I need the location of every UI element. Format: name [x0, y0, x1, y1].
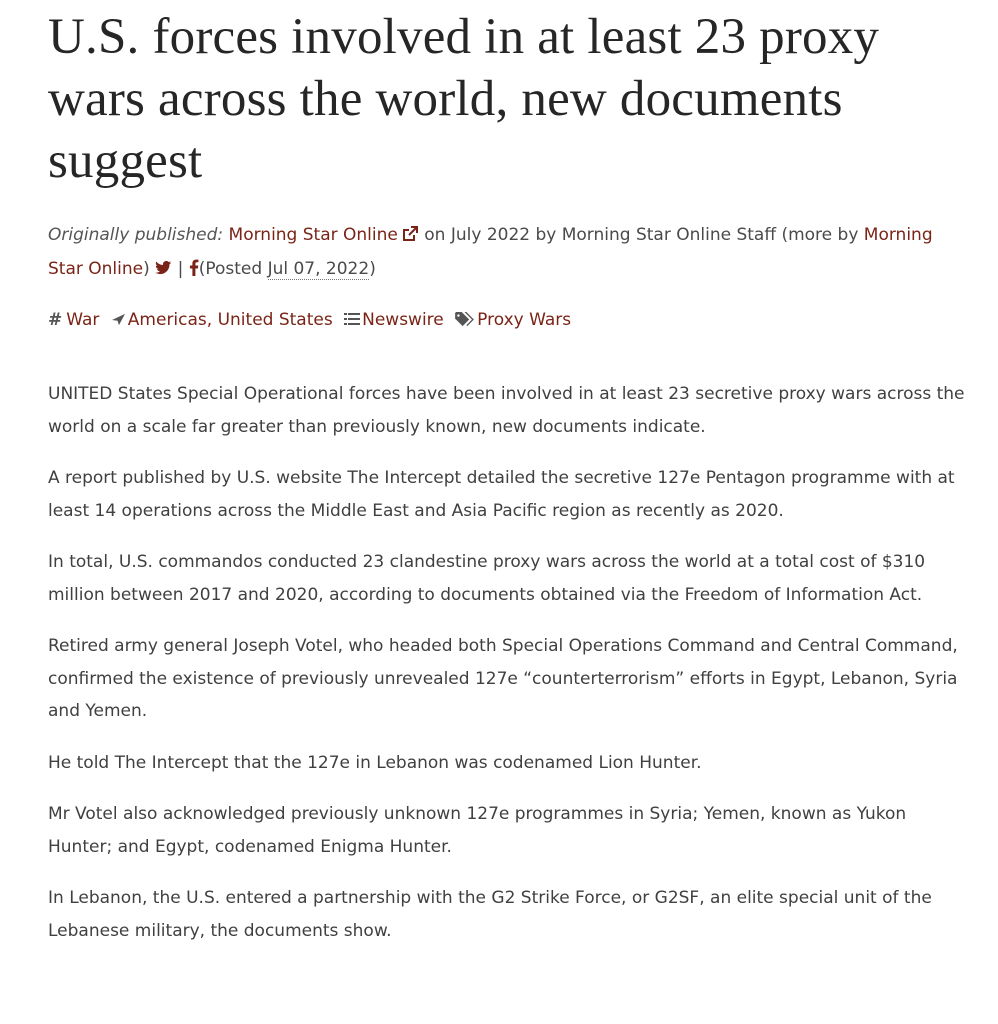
byline	[48, 218, 968, 286]
external-link-icon[interactable]	[401, 225, 419, 243]
tag-category[interactable]: Newswire	[362, 310, 444, 330]
facebook-icon[interactable]	[189, 259, 199, 276]
source-link[interactable]: Morning Star Online	[228, 225, 398, 245]
originally-published-label: Originally published:	[48, 225, 224, 245]
paragraph: Mr Votel also acknowledged previously unknown 127e programmes in Syria; Yemen, known as Yukon Hunter; and Egypt, codenamed Enigma Hunter.	[48, 804, 907, 857]
byline-after-more: )	[143, 259, 150, 279]
tag-bar	[48, 304, 968, 336]
byline-separator: |	[177, 259, 184, 279]
tags-icon	[455, 312, 474, 327]
posted-date: Jul 07, 2022	[267, 259, 370, 279]
article-body	[48, 378, 968, 947]
hash-icon: #	[48, 310, 63, 330]
paragraph: UNITED States Special Operational forces have been involved in at least 23 secretive proxy wars across the world on a scale far greater than previously known, new documents indicate.	[48, 384, 965, 437]
location-arrow-icon	[111, 313, 126, 326]
byline-on-text: on July 2022 by Morning Star Online Staff (more by	[418, 225, 864, 245]
tag-war[interactable]: War	[66, 310, 100, 330]
twitter-icon[interactable]	[155, 261, 172, 275]
tag-topic[interactable]: Proxy Wars	[477, 310, 572, 330]
paragraph: Retired army general Joseph Votel, who headed both Special Operations Command and Central Command, confirmed the existence of previously unrevealed 127e “counterterrorism” efforts in Egypt, Lebanon, Syria and Yemen.	[48, 636, 958, 721]
paragraph: In Lebanon, the U.S. entered a partnership with the G2 Strike Force, or G2SF, an elite special unit of the Lebanese military, the documents show.	[48, 888, 932, 941]
tag-location[interactable]: Americas, United States	[127, 310, 333, 330]
posted-suffix: )	[369, 259, 376, 279]
paragraph: He told The Intercept that the 127e in Lebanon was codenamed Lion Hunter.	[48, 752, 702, 773]
paragraph: In total, U.S. commandos conducted 23 clandestine proxy wars across the world at a total cost of $310 million between 2017 and 2020, according to documents obtained via the Freedom of Information Act.	[48, 552, 926, 605]
list-icon	[344, 312, 360, 326]
posted-prefix: (Posted	[198, 259, 268, 279]
paragraph: A report published by U.S. website The Intercept detailed the secretive 127e Pentagon programme with at least 14 operations across the Middle East and Asia Pacific region as recently as 2020.	[48, 468, 955, 521]
headline: U.S. forces involved in at least 23 proxy wars across the world, new documents suggest	[48, 9, 880, 189]
article	[48, 0, 968, 966]
more-by-link[interactable]: Morning Star Online	[48, 225, 933, 279]
